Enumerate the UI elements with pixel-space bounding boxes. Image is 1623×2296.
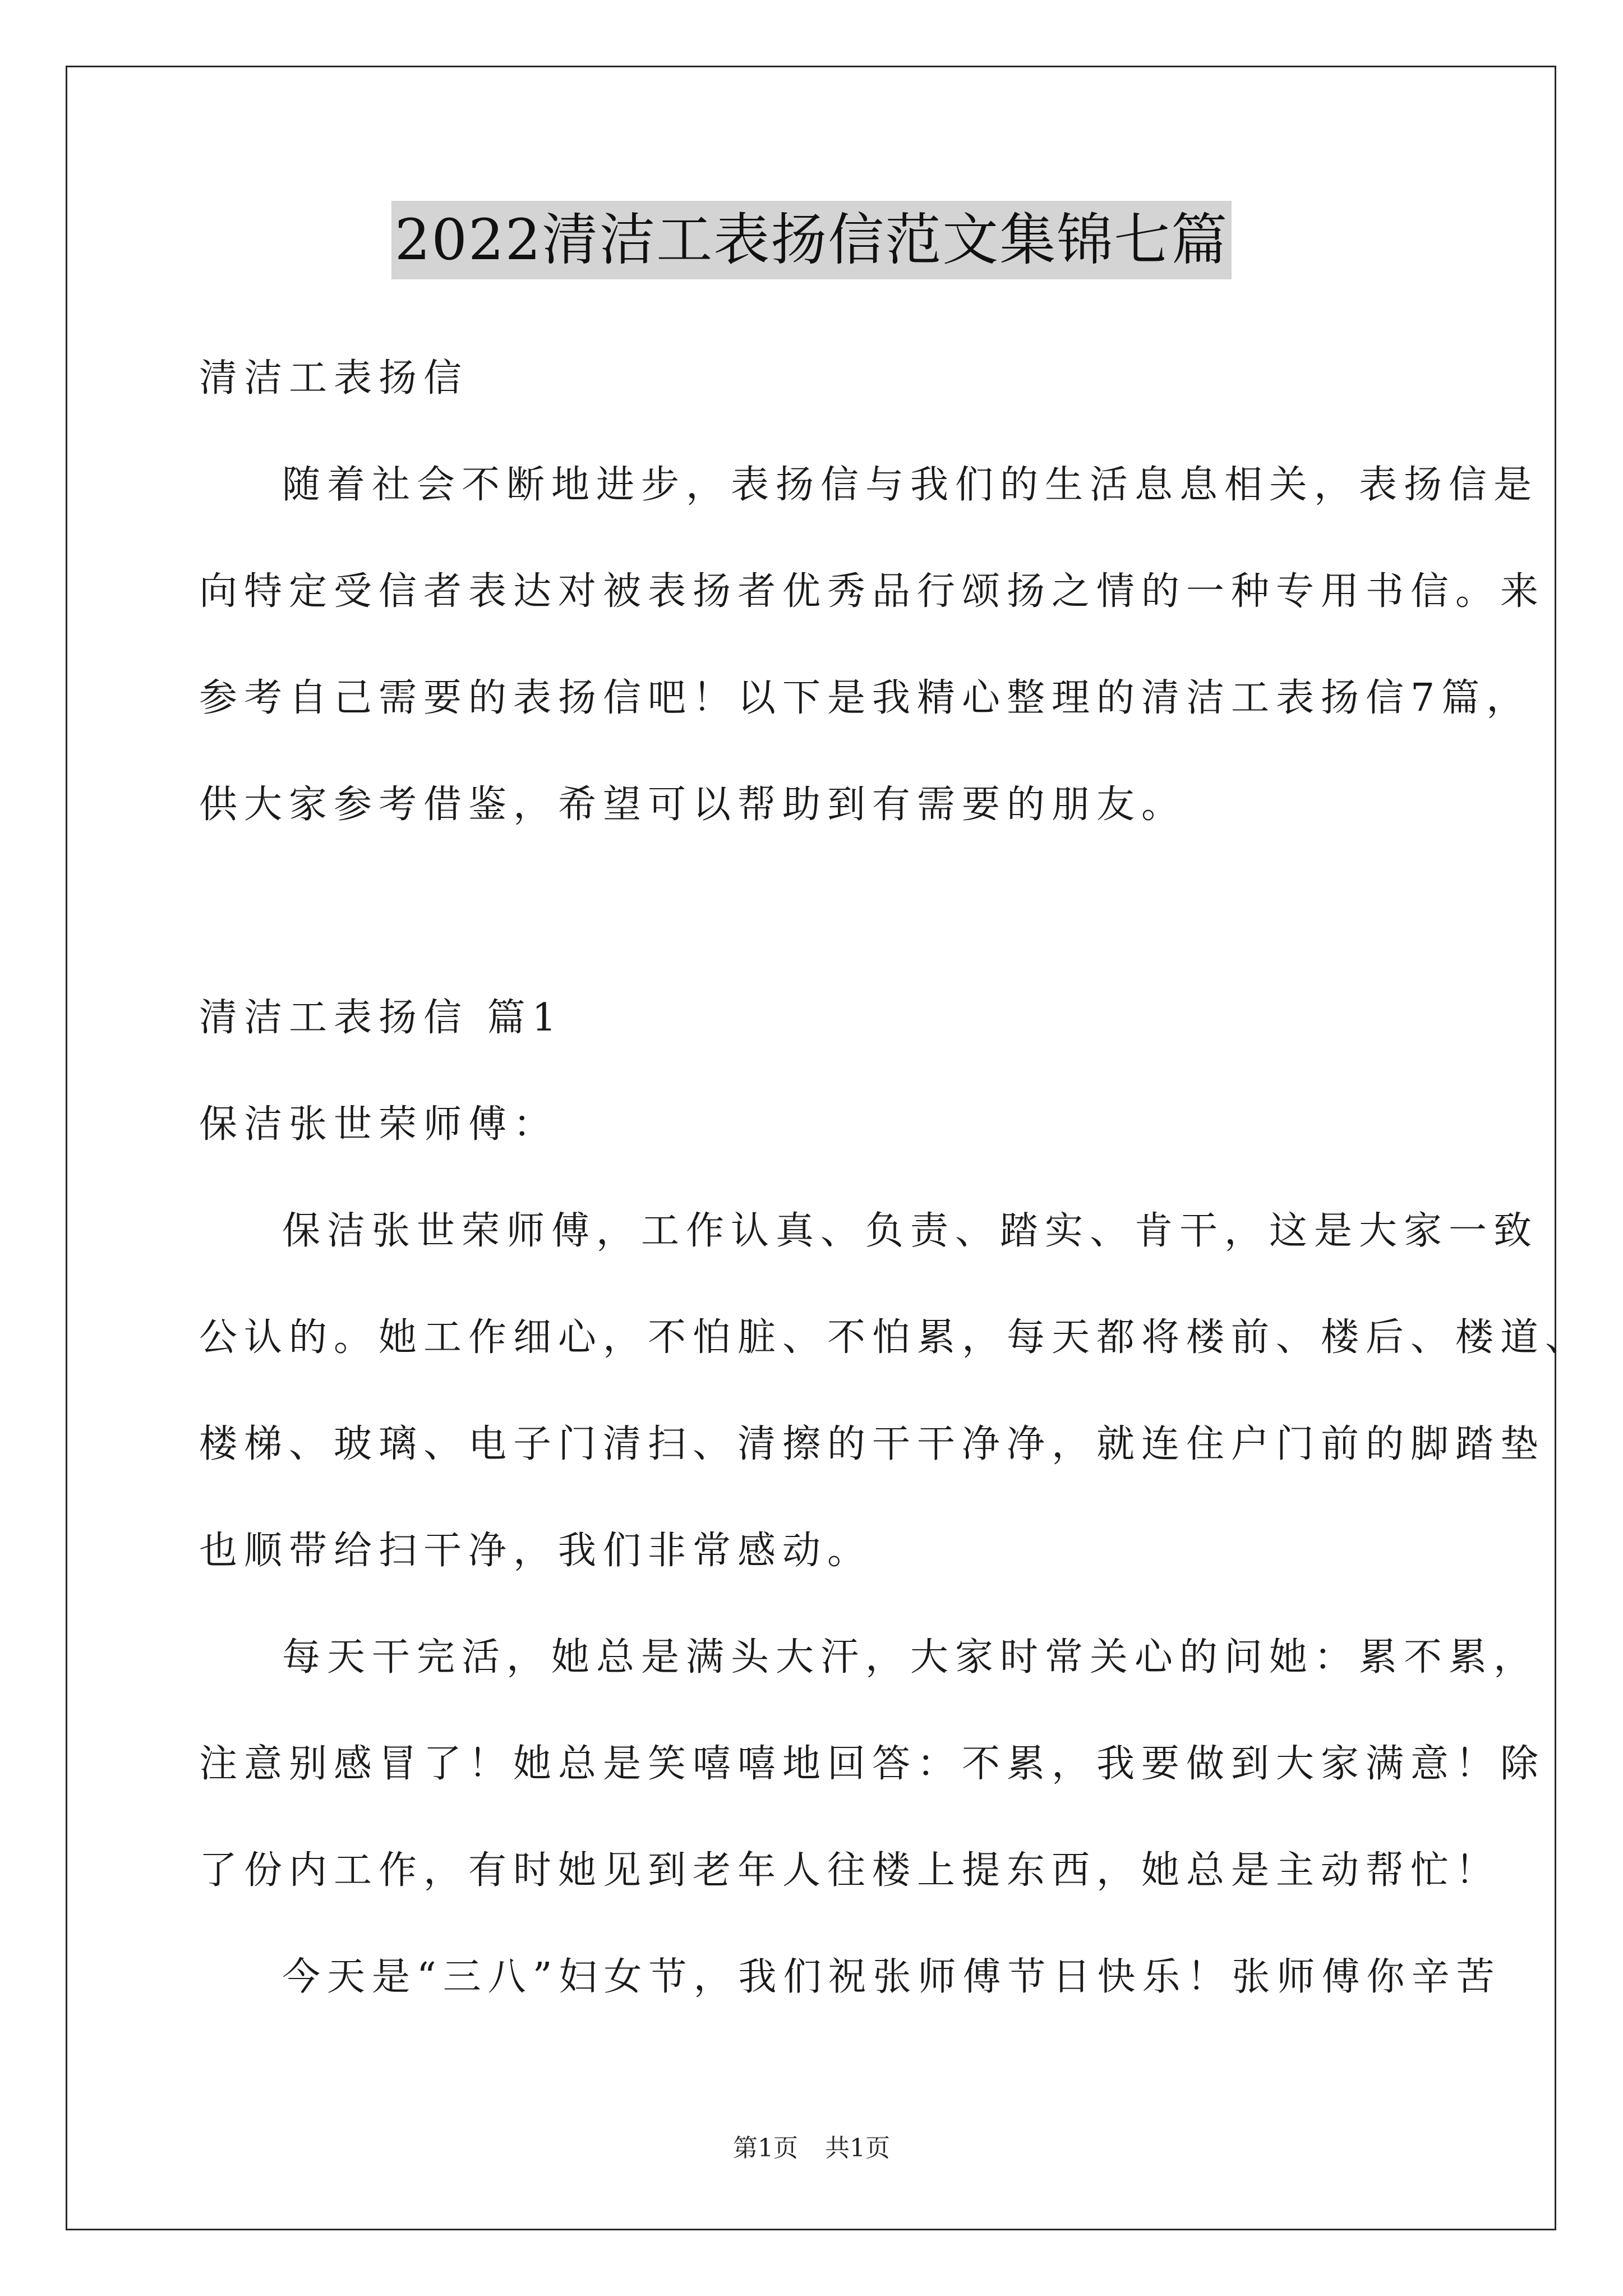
subtitle: 清洁工表扬信 — [199, 356, 469, 401]
para3-line: 今天是“三八”妇女节，我们祝张师傅节日快乐！张师傅你辛苦 — [282, 1955, 1501, 1999]
page-number-total: 共1页 — [825, 2134, 890, 2162]
document-title: 2022清洁工表扬信范文集锦七篇 — [391, 201, 1232, 279]
salutation: 保洁张世荣师傅： — [199, 1102, 559, 1147]
title-wrap — [0, 201, 1623, 279]
document-body — [199, 342, 1590, 2047]
section-heading: 清洁工表扬信 篇1 — [199, 996, 563, 1040]
para2-line: 注意别感冒了！她总是笑嘻嘻地回答：不累，我要做到大家满意！除 — [199, 1742, 1546, 1786]
para2-line: 了份内工作，有时她见到老年人往楼上提东西，她总是主动帮忙！ — [199, 1848, 1501, 1893]
para1-line: 楼梯、玻璃、电子门清扫、清擦的干干净净，就连住户门前的脚踏垫 — [199, 1422, 1546, 1466]
para1-line: 保洁张世荣师傅，工作认真、负责、踏实、肯干，这是大家一致 — [282, 1209, 1539, 1253]
spacer — [199, 875, 1455, 982]
para2-line: 每天干完活，她总是满头大汗，大家时常关心的问她：累不累， — [282, 1635, 1539, 1680]
page-footer — [0, 2132, 1623, 2165]
intro-line: 随着社会不断地进步，表扬信与我们的生活息息相关，表扬信是 — [282, 463, 1539, 507]
intro-line: 参考自己需要的表扬信吧！以下是我精心整理的清洁工表扬信7篇， — [199, 676, 1532, 720]
para1-line: 公认的。她工作细心，不怕脏、不怕累，每天都将楼前、楼后、楼道、 — [199, 1315, 1590, 1360]
intro-line: 向特定受信者表达对被表扬者优秀品行颂扬之情的一种专用书信。来 — [199, 569, 1546, 614]
intro-line: 供大家参考借鉴，希望可以帮助到有需要的朋友。 — [199, 783, 1187, 827]
page-number-current: 第1页 — [733, 2134, 798, 2162]
para1-line: 也顺带给扫干净，我们非常感动。 — [199, 1529, 873, 1573]
